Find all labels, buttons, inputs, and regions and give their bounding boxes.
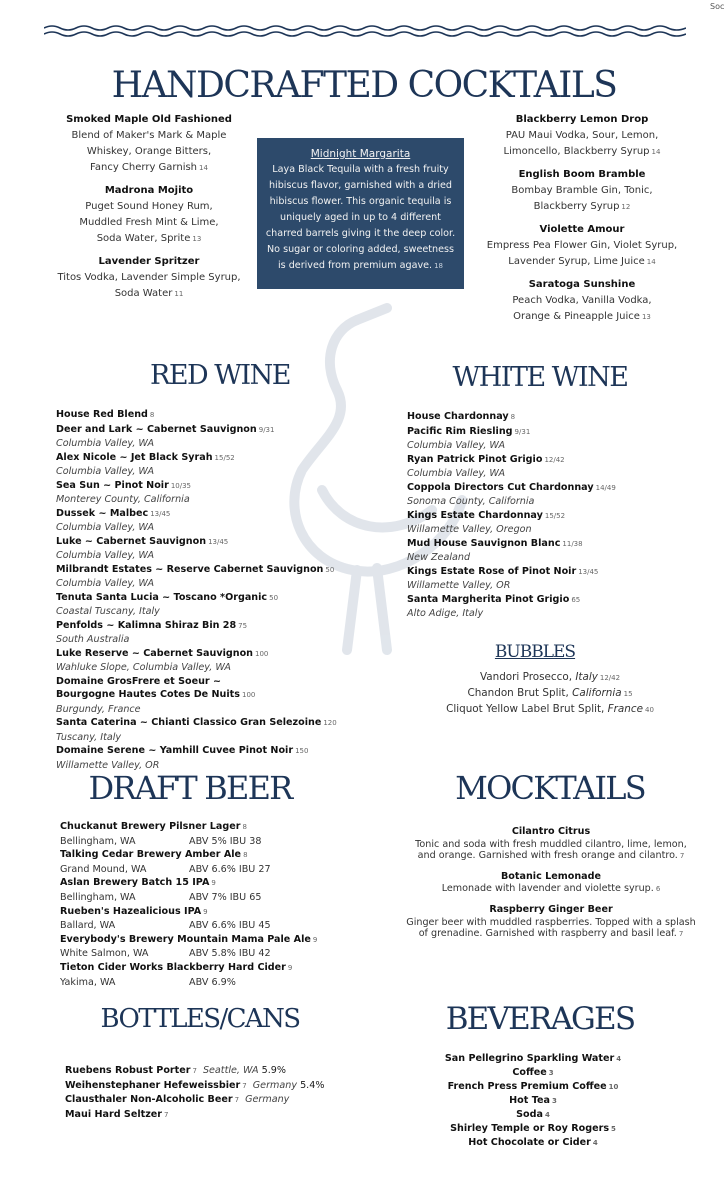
wine-price: 150 — [295, 747, 309, 755]
wine-name: Bourgogne Hautes Cotes De Nuits — [56, 689, 240, 700]
wine-item — [56, 591, 356, 606]
bottle-abv: 5.4% — [300, 1079, 325, 1091]
cocktail-name: Madrona Mojito — [104, 185, 194, 196]
cocktail-desc: Puget Sound Honey Rum, — [85, 201, 213, 212]
bottles-list — [65, 1064, 365, 1122]
red-wine-heading: RED WINE — [149, 360, 291, 391]
wine-price: 65 — [571, 595, 581, 604]
cocktail-desc: Soda Water — [114, 288, 173, 299]
cocktails-heading: HANDCRAFTED COCKTAILS — [111, 65, 617, 106]
beer-stats: ABV 5% IBU 38 — [189, 835, 262, 847]
mocktail-desc — [394, 917, 708, 929]
bottle-item — [65, 1064, 365, 1079]
wine-price: 100 — [241, 691, 256, 699]
beer-location: Bellingham, WA — [60, 835, 136, 847]
beer-name: Talking Cedar Brewery Amber Ale — [60, 849, 242, 861]
bubbles-origin: France — [607, 703, 643, 715]
bottle-origin: Germany — [245, 1094, 290, 1105]
bubbles-name: Vandori Prosecco, — [479, 671, 572, 683]
wine-price: 8 — [510, 413, 516, 421]
cocktail-name: Blackberry Lemon Drop — [515, 114, 649, 125]
wine-name: Milbrandt Estates ~ Reserve Cabernet Sauvignon — [56, 563, 324, 575]
beer-details — [60, 891, 360, 905]
cocktail-price: 14 — [651, 148, 661, 156]
red-wine-list — [56, 408, 356, 772]
wine-price: 12/42 — [544, 455, 565, 464]
mocktail-name: Cilantro Citrus — [511, 826, 591, 837]
corner-text: Soc — [710, 2, 725, 11]
wine-name: Pacific Rim Riesling — [407, 425, 513, 437]
mocktail-desc-text: of grenadine. Garnished with raspberry and basil leaf. — [418, 928, 677, 940]
beverage-price: 4 — [592, 1139, 598, 1147]
featured-desc: hibiscus flower. This organic tequila is — [269, 196, 452, 207]
beer-item — [60, 933, 360, 948]
cocktail-price: 12 — [621, 203, 631, 211]
cocktail-desc: Fancy Cherry Garnish — [90, 162, 198, 173]
wine-price: 9/31 — [514, 427, 531, 436]
wine-price: 100 — [255, 649, 269, 658]
cocktail-desc: PAU Maui Vodka, Sour, Lemon, — [505, 130, 659, 141]
wine-price: 50 — [269, 593, 279, 602]
wine-price: 10/35 — [170, 481, 192, 490]
wine-name: Tenuta Santa Lucia ~ Toscano *Organic — [56, 591, 268, 603]
mocktail-item — [394, 904, 708, 941]
wine-item — [56, 716, 356, 731]
beer-stats: ABV 6.6% IBU 45 — [189, 920, 271, 932]
beverage-price: 5 — [611, 1125, 616, 1133]
bubbles-price: 15 — [623, 690, 633, 698]
wine-price: 75 — [238, 621, 248, 630]
bottle-name: Clausthaler Non-Alcoholic Beer — [65, 1094, 233, 1105]
bottle-name: Ruebens Robust Porter — [65, 1065, 191, 1076]
mocktail-desc-text: and orange. Garnished with fresh orange and cilantro. — [417, 850, 678, 862]
wine-item — [407, 481, 707, 496]
bubbles-origin: Italy — [575, 671, 598, 683]
wine-item — [56, 408, 356, 423]
beverage-price: 10 — [608, 1083, 619, 1091]
bubbles-item — [400, 702, 700, 718]
beer-item — [60, 820, 360, 835]
beer-stats: ABV 7% IBU 65 — [189, 891, 262, 903]
cocktail-price: 13 — [641, 313, 651, 321]
beer-price: 8 — [243, 851, 248, 860]
beverage-name: Hot Tea — [509, 1095, 550, 1106]
cocktail-price: 11 — [174, 290, 184, 298]
wine-name: Luke Reserve ~ Cabernet Sauvignon — [56, 647, 253, 659]
wine-name: Santa Caterina ~ Chianti Classico Gran Selezoine — [56, 717, 322, 728]
cocktail-name: Smoked Maple Old Fashioned — [66, 114, 232, 125]
draft-beer-heading: DRAFT BEER — [88, 769, 292, 807]
wine-item — [407, 537, 707, 552]
cocktail-desc: Titos Vodka, Lavender Simple Syrup, — [57, 272, 241, 283]
wine-price: 13/45 — [150, 509, 171, 518]
beer-location: Bellingham, WA — [60, 891, 136, 903]
wine-price: 14/49 — [595, 483, 616, 492]
wine-item — [56, 507, 356, 522]
bubbles-heading: BUBBLES — [494, 642, 576, 662]
featured-desc: uniquely aged in up to 4 different — [280, 212, 441, 223]
beverage-item — [428, 1066, 638, 1080]
beer-price: 9 — [203, 907, 208, 916]
cocktail-desc: Bombay Bramble Gin, Tonic, — [511, 185, 653, 196]
wine-region: Sonoma County, California — [407, 496, 535, 507]
featured-desc: Laya Black Tequila with a fresh fruity — [272, 164, 449, 175]
bubbles-list — [400, 670, 700, 718]
white-wine-heading: WHITE WINE — [452, 362, 628, 393]
bubbles-price: 40 — [644, 706, 654, 714]
cocktails-right-column — [472, 112, 692, 332]
bottle-price: 7 — [164, 1110, 169, 1119]
cocktail-item — [472, 167, 692, 215]
bottle-price: 7 — [192, 1067, 197, 1075]
wine-name: Deer and Lark ~ Cabernet Sauvignon — [56, 423, 257, 435]
cocktail-name: Violette Amour — [539, 224, 625, 235]
beer-location: Ballard, WA — [60, 920, 116, 932]
cocktail-name: Saratoga Sunshine — [528, 279, 636, 290]
bubbles-price: 12/42 — [599, 674, 621, 682]
beverage-price: 4 — [616, 1055, 622, 1063]
wine-region: Willamette Valley, Oregon — [407, 524, 532, 535]
cocktail-desc: Orange & Pineapple Juice — [513, 311, 640, 322]
bottle-item — [65, 1079, 365, 1094]
cocktail-desc: Blackberry Syrup — [533, 201, 620, 212]
bottle-origin: Germany — [252, 1079, 298, 1091]
wine-name: Coppola Directors Cut Chardonnay — [407, 481, 594, 493]
beer-name: Aslan Brewery Batch 15 IPA — [60, 877, 210, 889]
cocktail-desc: Whiskey, Orange Bitters, — [86, 146, 212, 157]
wine-price: 120 — [323, 719, 337, 727]
wine-price: 13/45 — [578, 567, 599, 576]
beer-location: White Salmon, WA — [60, 948, 149, 960]
beer-name: Tieton Cider Works Blackberry Hard Cider — [60, 961, 286, 973]
wine-name: Domaine GrosFrere et Soeur ~ — [56, 675, 222, 687]
mocktail-desc-text: Lemonade with lavender and violette syrup. — [441, 883, 654, 895]
mocktail-price: 6 — [655, 885, 661, 894]
wine-item — [407, 509, 707, 524]
mocktail-item — [394, 871, 708, 896]
wine-region: Willamette Valley, OR — [56, 759, 160, 771]
bottle-abv: 5.9% — [261, 1065, 287, 1076]
wine-name: Domaine Serene ~ Yamhill Cuvee Pinot Noir — [56, 745, 294, 756]
beer-details — [60, 919, 360, 933]
beverage-item — [428, 1108, 638, 1122]
beverage-item — [428, 1136, 638, 1150]
wine-name: Santa Margherita Pinot Grigio — [407, 593, 570, 605]
beverage-name: French Press Premium Coffee — [447, 1081, 607, 1092]
cocktail-item — [472, 277, 692, 325]
bottle-name: Maui Hard Seltzer — [65, 1108, 163, 1120]
featured-price: 18 — [434, 262, 444, 270]
mocktail-item — [394, 826, 708, 863]
wine-region: Willamette Valley, OR — [407, 580, 511, 591]
wine-name: Kings Estate Chardonnay — [407, 509, 543, 521]
wine-item — [407, 453, 707, 468]
wine-price: 9/31 — [258, 425, 275, 434]
cocktail-desc: Empress Pea Flower Gin, Violet Syrup, — [486, 240, 678, 251]
wine-name: Luke ~ Cabernet Sauvignon — [56, 535, 207, 547]
wine-item — [56, 535, 356, 550]
cocktail-item — [472, 112, 692, 160]
cocktail-item — [40, 183, 258, 247]
beverage-name: Hot Chocolate or Cider — [468, 1137, 591, 1148]
beverage-price: 3 — [551, 1097, 557, 1105]
wine-item — [56, 688, 356, 703]
wine-region: Burgundy, France — [56, 703, 141, 715]
draft-beer-list — [60, 820, 360, 989]
mocktail-name: Botanic Lemonade — [501, 870, 601, 882]
wine-name: Alex Nicole ~ Jet Black Syrah — [56, 451, 213, 463]
wine-item — [56, 744, 356, 759]
white-wine-list — [407, 410, 707, 621]
wine-region: Columbia Valley, WA — [56, 438, 155, 449]
wine-region: Columbia Valley, WA — [56, 578, 155, 589]
beer-name: Everybody's Brewery Mountain Mama Pale Ale — [60, 933, 311, 945]
beverage-price: 4 — [544, 1111, 550, 1119]
beverage-item — [428, 1052, 638, 1066]
wine-price: 11/38 — [562, 539, 583, 548]
wine-name: Mud House Sauvignon Blanc — [407, 537, 561, 549]
cocktail-desc: Limoncello, Blackberry Syrup — [503, 146, 650, 157]
wine-price: 8 — [149, 411, 155, 419]
bottle-name: Weihenstephaner Hefeweissbier — [65, 1079, 241, 1091]
bottles-heading: BOTTLES/CANS — [100, 1004, 300, 1034]
wine-region: Tuscany, Italy — [56, 731, 122, 743]
wave-divider — [44, 24, 686, 38]
bottle-item — [65, 1108, 365, 1123]
featured-desc: No sugar or coloring added, sweetness — [266, 244, 455, 255]
wine-name: Ryan Patrick Pinot Grigio — [407, 453, 543, 465]
mocktail-desc — [394, 839, 708, 851]
wine-item — [407, 425, 707, 440]
mocktail-desc — [394, 883, 708, 896]
bottle-item — [65, 1093, 365, 1108]
beer-details — [60, 976, 360, 990]
cocktail-name: English Boom Bramble — [518, 169, 646, 180]
wine-item — [56, 675, 356, 689]
bubbles-name: Cliquot Yellow Label Brut Split, — [446, 703, 605, 715]
cocktail-price: 14 — [646, 258, 656, 266]
beverage-name: Shirley Temple or Roy Rogers — [450, 1123, 610, 1134]
beer-location: Grand Mound, WA — [60, 863, 147, 875]
wine-name: Penfolds ~ Kalimna Shiraz Bin 28 — [56, 619, 237, 631]
bubbles-origin: California — [572, 687, 622, 699]
bubbles-name: Chandon Brut Split, — [467, 687, 569, 699]
beer-stats: ABV 6.6% IBU 27 — [189, 863, 271, 875]
beer-details — [60, 863, 360, 877]
beer-item — [60, 961, 360, 976]
beer-price: 8 — [242, 823, 247, 831]
featured-desc: charred barrels giving it the deep color. — [265, 228, 456, 239]
wine-region: Alto Adige, Italy — [407, 608, 484, 619]
beverage-item — [428, 1122, 638, 1136]
wine-name: House Red Blend — [56, 409, 148, 420]
cocktail-desc: Blend of Maker's Mark & Maple — [71, 130, 227, 141]
mocktail-price: 7 — [679, 852, 685, 861]
beer-stats: ABV 5.8% IBU 42 — [189, 948, 271, 960]
wine-price: 15/52 — [544, 511, 566, 520]
cocktail-item — [40, 112, 258, 176]
wine-region: Columbia Valley, WA — [56, 550, 155, 561]
wine-region: Columbia Valley, WA — [56, 466, 155, 477]
bottle-price: 7 — [242, 1081, 247, 1090]
mocktail-desc — [394, 928, 708, 941]
beverages-list — [428, 1052, 638, 1150]
beer-details — [60, 947, 360, 961]
featured-desc: is derived from premium agave. — [277, 260, 433, 271]
beer-price: 9 — [287, 963, 293, 972]
featured-cocktail-box — [257, 138, 464, 289]
wine-price: 13/45 — [208, 537, 229, 546]
beverage-price: 3 — [548, 1069, 554, 1077]
cocktail-desc: Muddled Fresh Mint & Lime, — [79, 217, 219, 228]
beverage-name: San Pellegrino Sparkling Water — [444, 1053, 615, 1064]
mocktails-list — [394, 826, 708, 949]
beer-name: Rueben's Hazealicious IPA — [60, 905, 202, 917]
cocktail-desc: Soda Water, Sprite — [96, 233, 191, 244]
beverages-heading: BEVERAGES — [445, 1001, 635, 1037]
beverage-name: Coffee — [512, 1067, 547, 1078]
cocktail-item — [40, 254, 258, 302]
cocktail-desc: Peach Vodka, Vanilla Vodka, — [512, 295, 652, 306]
wine-item — [56, 647, 356, 662]
cocktail-desc: Lavender Syrup, Lime Juice — [508, 256, 645, 267]
wine-region: Coastal Tuscany, Italy — [56, 606, 160, 617]
cocktail-price: 14 — [199, 164, 208, 172]
cocktail-item — [472, 222, 692, 270]
wine-item — [407, 410, 707, 425]
mocktail-price: 7 — [678, 930, 684, 939]
bubbles-item — [400, 686, 700, 702]
wine-item — [407, 593, 707, 608]
beer-stats: ABV 6.9% — [189, 976, 236, 988]
wine-name: Sea Sun ~ Pinot Noir — [56, 479, 169, 491]
mocktail-desc-text: Ginger beer with muddled raspberries. Topped with a splash — [406, 916, 696, 928]
mocktails-heading: MOCKTAILS — [455, 769, 645, 807]
wine-item — [56, 563, 356, 578]
wine-region: Columbia Valley, WA — [56, 522, 155, 533]
wine-region: Wahluke Slope, Columbia Valley, WA — [56, 662, 231, 673]
cocktail-price: 13 — [192, 235, 202, 243]
beer-price: 9 — [211, 879, 216, 888]
bottle-price: 7 — [234, 1096, 240, 1104]
wine-region: Columbia Valley, WA — [407, 440, 506, 451]
beer-name: Chuckanut Brewery Pilsner Lager — [60, 821, 241, 832]
wine-price: 15/52 — [214, 453, 235, 462]
beer-item — [60, 848, 360, 863]
wine-region: Columbia Valley, WA — [407, 468, 506, 479]
mocktail-desc — [394, 850, 708, 863]
cocktails-left-column — [40, 112, 258, 309]
beer-item — [60, 905, 360, 920]
wine-name: Dussek ~ Malbec — [56, 507, 149, 519]
wine-name: House Chardonnay — [407, 411, 509, 422]
beverage-name: Soda — [516, 1109, 543, 1120]
wine-region: New Zealand — [407, 552, 471, 563]
bubbles-item — [400, 670, 700, 686]
wine-name: Kings Estate Rose of Pinot Noir — [407, 565, 577, 577]
wine-item — [56, 479, 356, 494]
featured-desc: hibiscus flavor, garnished with a dried — [268, 180, 453, 191]
bottle-origin: Seattle, WA — [202, 1065, 259, 1076]
cocktail-name: Lavender Spritzer — [98, 256, 200, 267]
wine-region: South Australia — [56, 634, 130, 645]
beverage-item — [428, 1094, 638, 1108]
beer-details — [60, 835, 360, 849]
wine-item — [56, 423, 356, 438]
mocktail-desc-text: Tonic and soda with fresh muddled cilantro, lime, lemon, — [415, 838, 687, 850]
wine-item — [56, 451, 356, 466]
beverage-item — [428, 1080, 638, 1094]
beer-item — [60, 876, 360, 891]
featured-name: Midnight Margarita — [310, 148, 411, 160]
wine-item — [56, 619, 356, 634]
wine-item — [407, 565, 707, 580]
beer-location: Yakima, WA — [60, 976, 116, 988]
mocktail-name: Raspberry Ginger Beer — [489, 903, 613, 915]
beer-price: 9 — [312, 935, 318, 944]
wine-region: Monterey County, California — [56, 494, 190, 505]
wine-price: 50 — [325, 565, 335, 574]
